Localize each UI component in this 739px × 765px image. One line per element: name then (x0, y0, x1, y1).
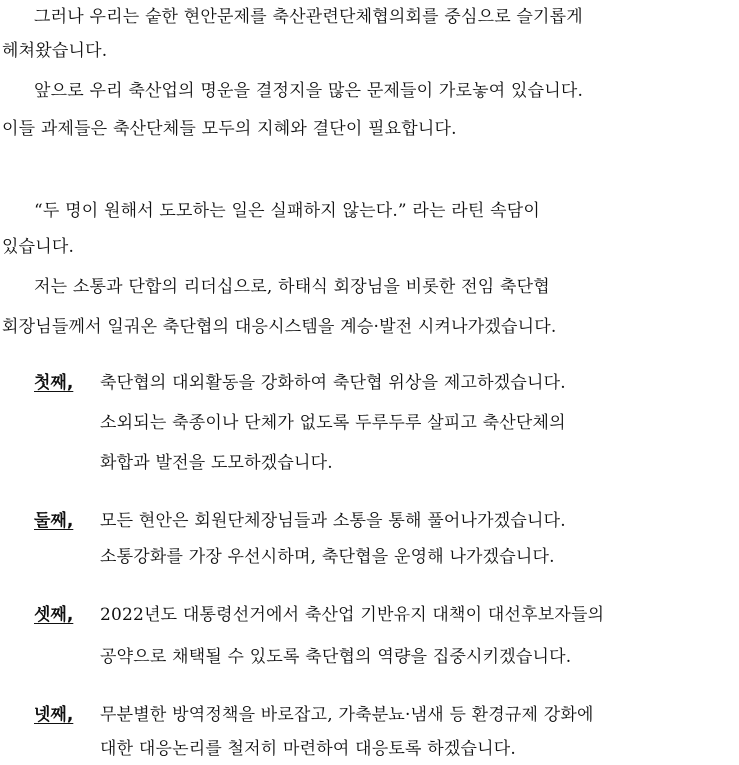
paragraph-3-line-2: 있습니다. (2, 237, 75, 257)
paragraph-3-line-1: “두 명이 원해서 도모하는 일은 실패하지 않는다.” 라는 라틴 속담이 (34, 201, 540, 221)
item-3-line-2: 공약으로 채택될 수 있도록 축단협의 역량을 집중시키겠습니다. (100, 647, 572, 667)
item-2-line-1: 모든 현안은 회원단체장님들과 소통을 통해 풀어나가겠습니다. (100, 511, 566, 531)
paragraph-2-line-1: 앞으로 우리 축산업의 명운을 결정지을 많은 문제들이 가로놓여 있습니다. (34, 81, 584, 101)
item-1-label: 첫째, (34, 373, 74, 393)
item-4-line-2: 대한 대응논리를 철저히 마련하여 대응토록 하겠습니다. (100, 739, 516, 759)
item-4-label: 넷째, (34, 705, 74, 725)
item-1-line-1: 축단협의 대외활동을 강화하여 축단협 위상을 제고하겠습니다. (100, 373, 566, 393)
item-2-label: 둘째, (34, 511, 74, 531)
paragraph-2-line-2: 이들 과제들은 축산단체들 모두의 지혜와 결단이 필요합니다. (2, 119, 457, 139)
item-1-line-3: 화합과 발전을 도모하겠습니다. (100, 453, 333, 473)
item-3-line-1: 2022년도 대통령선거에서 축산업 기반유지 대책이 대선후보자들의 (100, 605, 605, 625)
item-1-line-2: 소외되는 축종이나 단체가 없도록 두루두루 살피고 축산단체의 (100, 413, 566, 433)
paragraph-1-line-2: 헤쳐왔습니다. (2, 41, 108, 61)
item-2-line-2: 소통강화를 가장 우선시하며, 축단협을 운영해 나가겠습니다. (100, 547, 555, 567)
item-3-label: 셋째, (34, 605, 74, 625)
paragraph-4-line-2: 회장님들께서 일궈온 축단협의 대응시스템을 계승·발전 시켜나가겠습니다. (2, 317, 557, 337)
paragraph-4-line-1: 저는 소통과 단합의 리더십으로, 하태식 회장님을 비롯한 전임 축단협 (34, 277, 550, 297)
paragraph-1-line-1: 그러나 우리는 숱한 현안문제를 축산관련단체협의회를 중심으로 슬기롭게 (34, 7, 583, 27)
item-4-line-1: 무분별한 방역정책을 바로잡고, 가축분뇨·냄새 등 환경규제 강화에 (100, 705, 594, 725)
